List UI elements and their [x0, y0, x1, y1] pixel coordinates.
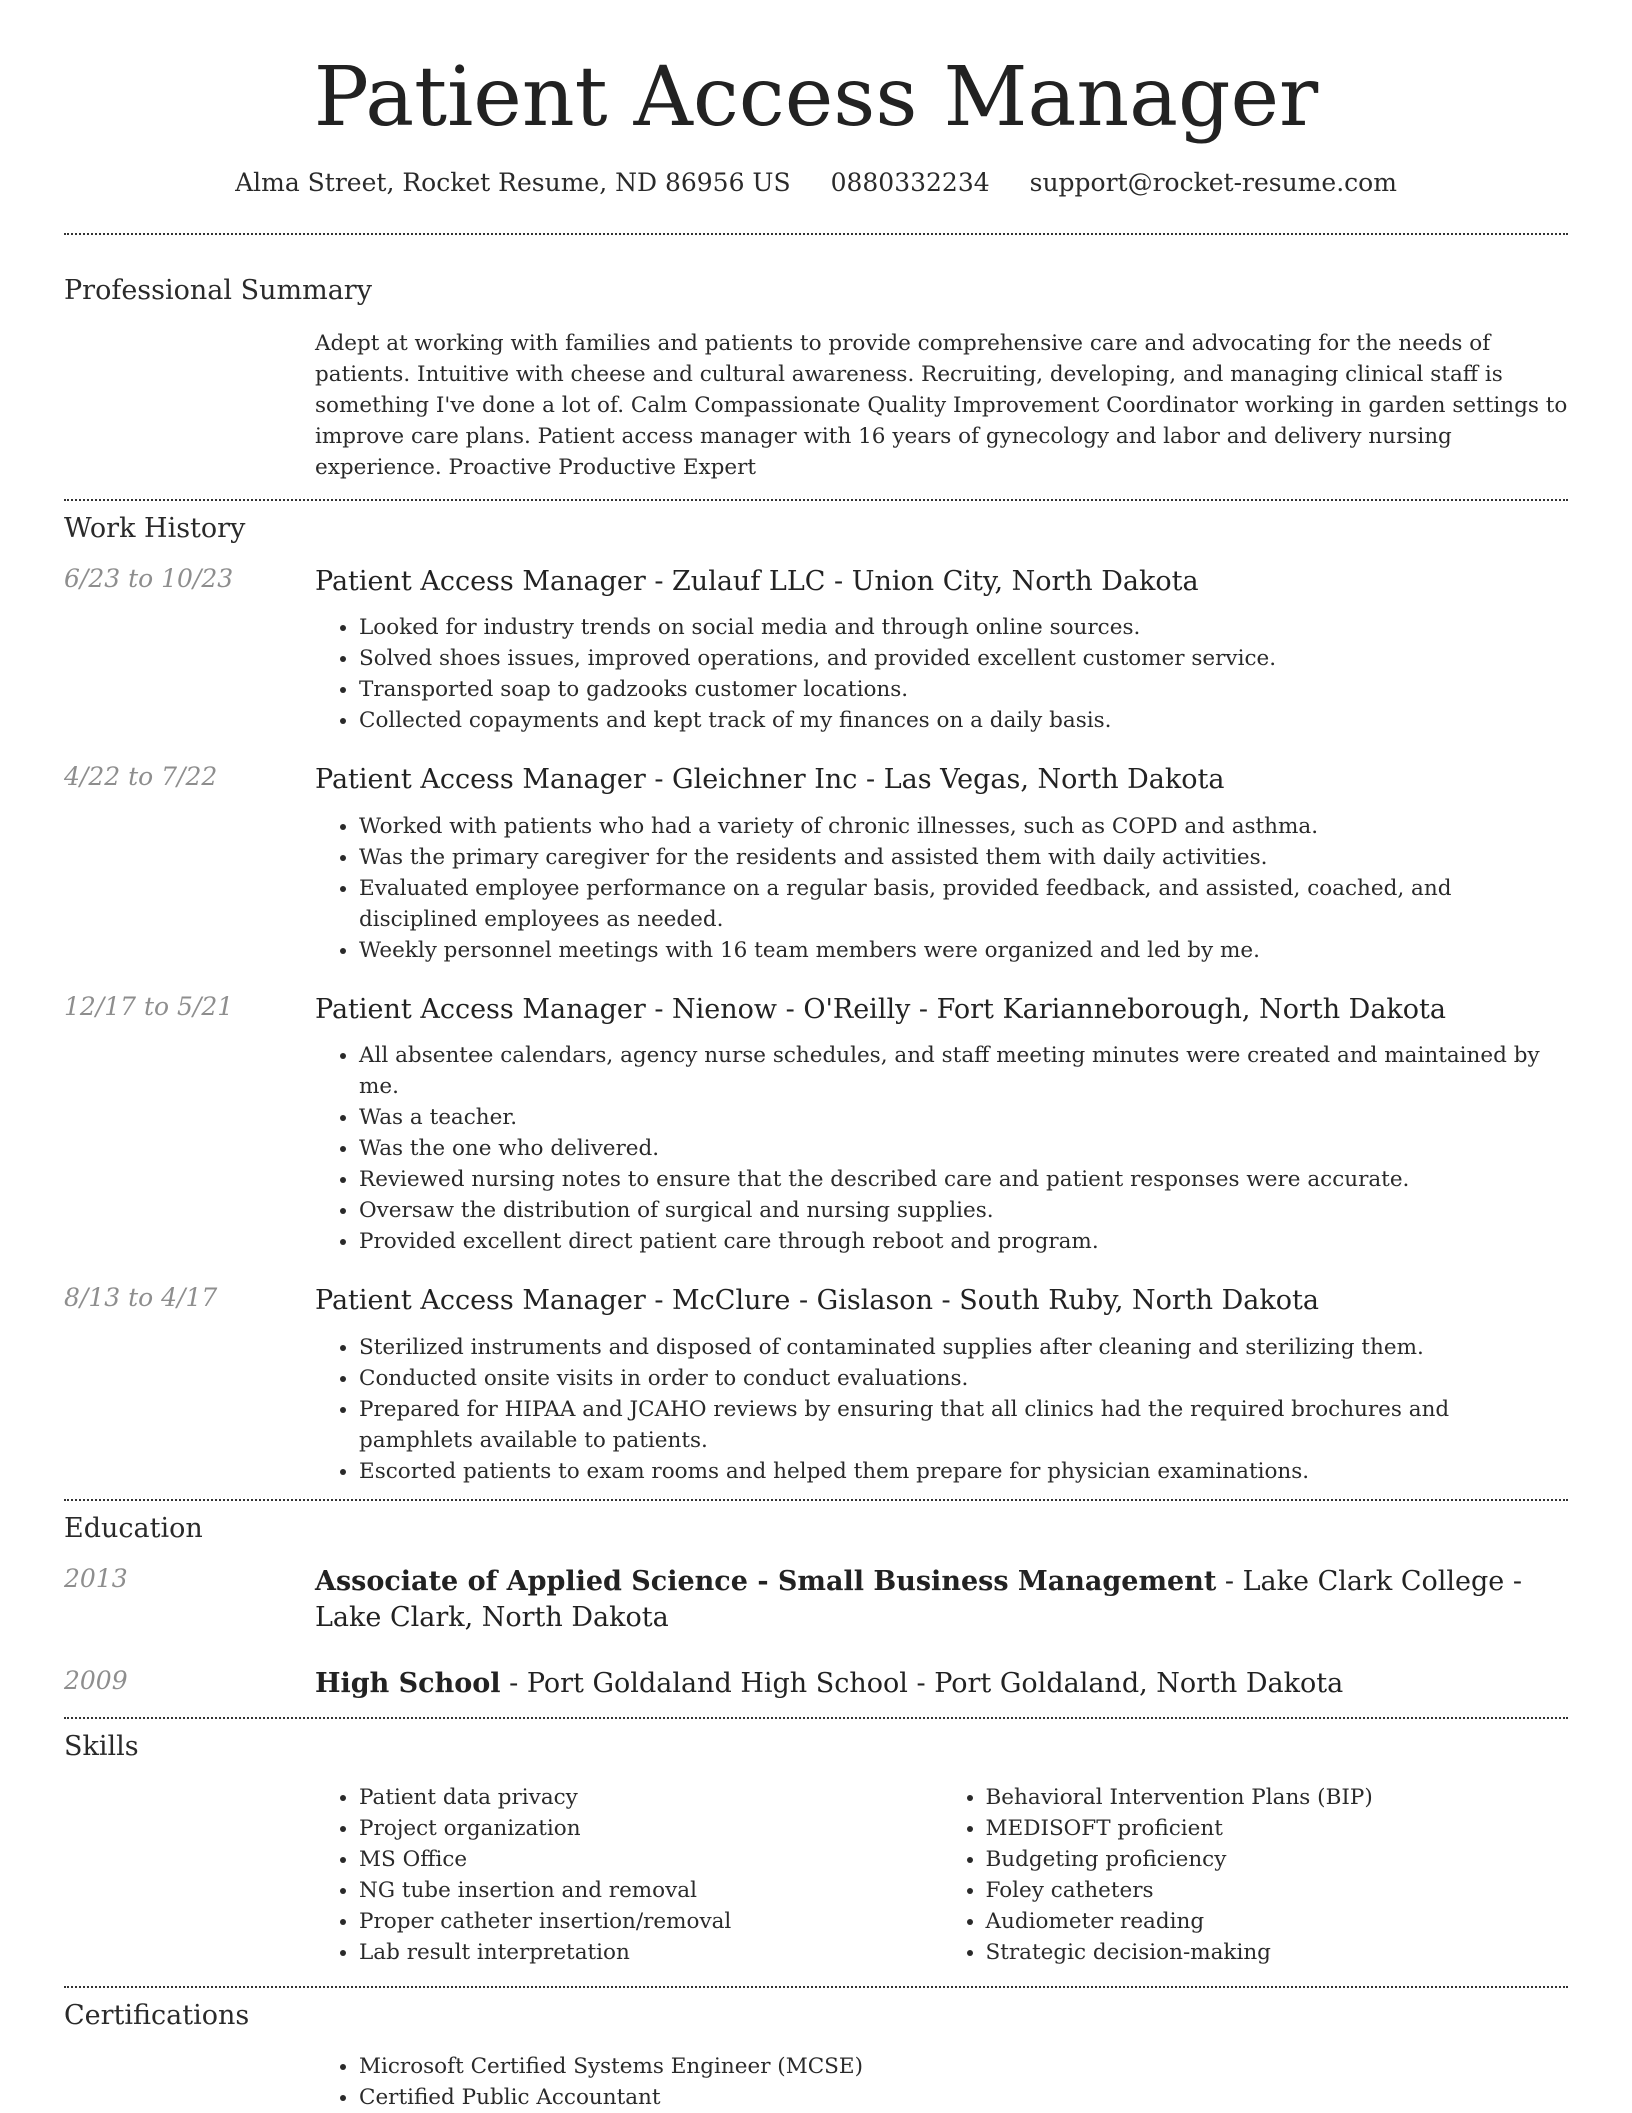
section-heading-summary: Professional Summary [64, 274, 372, 306]
education-degree: Associate of Applied Science - Small Business Management [315, 1565, 1217, 1597]
list-item: • Lab result interpretation [359, 1937, 942, 1968]
job-title: Patient Access Manager - Zulauf LLC - Union City, North Dakota [315, 565, 1199, 597]
contact-line [64, 168, 1568, 197]
list-item: • Evaluated employee performance on a regular basis, provided feedback, and assisted, coached, and disciplined employees as needed. [359, 873, 1568, 935]
job-entry [64, 1283, 1568, 1486]
job-title: Patient Access Manager - Gleichner Inc - Las Vegas, North Dakota [315, 764, 1225, 796]
list-item: • Behavioral Intervention Plans (BIP) [986, 1782, 1569, 1813]
list-item: • Oversaw the distribution of surgical and nursing supplies. [359, 1195, 1568, 1226]
list-item: • All absentee calendars, agency nurse schedules, and staff meeting minutes were created and maintained by me. [359, 1040, 1568, 1102]
contact-address: Alma Street, Rocket Resume, ND 86956 US [235, 167, 791, 197]
list-item: • Sterilized instruments and disposed of contaminated supplies after cleaning and sterilizing them. [359, 1332, 1568, 1363]
list-item: • Patient data privacy [359, 1782, 942, 1813]
education-school: - Port Goldaland High School - Port Goldaland, North Dakota [500, 1668, 1344, 1700]
education-degree: High School [315, 1668, 501, 1700]
list-item: • Provided excellent direct patient care through reboot and program. [359, 1226, 1568, 1257]
list-item: • Foley catheters [986, 1875, 1569, 1906]
skills-column-left [315, 1782, 942, 1968]
list-item: • Transported soap to gadzooks customer locations. [359, 674, 1568, 705]
divider [64, 499, 1568, 501]
job-bullets [315, 1332, 1568, 1487]
list-item: • Solved shoes issues, improved operations, and provided excellent customer service. [359, 643, 1568, 674]
section-heading-work: Work History [64, 512, 246, 544]
section-heading-education: Education [64, 1512, 203, 1544]
certifications-list [315, 2051, 1568, 2113]
list-item: • Microsoft Certified Systems Engineer (MCSE) [359, 2051, 1568, 2082]
job-title: Patient Access Manager - Nienow - O'Reilly - Fort Karianneborough, North Dakota [315, 993, 1446, 1025]
divider [64, 1499, 1568, 1501]
skills-column-right [942, 1782, 1569, 1968]
job-dates: 6/23 to 10/23 [64, 563, 234, 593]
job-dates: 12/17 to 5/21 [64, 991, 234, 1021]
list-item: • Worked with patients who had a variety of chronic illnesses, such as COPD and asthma. [359, 811, 1568, 842]
divider [64, 233, 1568, 235]
divider [64, 1986, 1568, 1988]
list-item: • Was the one who delivered. [359, 1133, 1568, 1164]
contact-phone: 0880332234 [830, 167, 990, 197]
list-item: • Strategic decision-making [986, 1937, 1569, 1968]
resume-title: Patient Access Manager [313, 50, 1319, 145]
list-item: • Was a teacher. [359, 1102, 1568, 1133]
education-title [315, 1666, 1568, 1702]
list-item: • Weekly personnel meetings with 16 team members were organized and led by me. [359, 935, 1568, 966]
job-dates: 8/13 to 4/17 [64, 1283, 218, 1313]
skills-list [315, 1782, 1568, 1968]
summary-text: Adept at working with families and patients to provide comprehensive care and advocating for the needs of patients. Intuitive with cheese and cultural awareness. Recruiting, developing, and managing clinical staff is something I've done a lot of. Calm Compassionate Quality Improvement Coordinator working in garden settings to improve care plans. Patient access manager with 16 years of gynecology and labor and delivery nursing experience. Proactive Productive Expert [315, 330, 1568, 480]
job-title: Patient Access Manager - McClure - Gislason - South Ruby, North Dakota [315, 1285, 1319, 1317]
list-item: • Budgeting proficiency [986, 1844, 1569, 1875]
job-entry [64, 992, 1568, 1257]
list-item: • Escorted patients to exam rooms and helped them prepare for physician examinations. [359, 1456, 1568, 1487]
education-year: 2013 [64, 1563, 128, 1593]
job-bullets [315, 811, 1568, 966]
contact-email[interactable]: support@rocket-resume.com [1029, 167, 1397, 197]
list-item: • Prepared for HIPAA and JCAHO reviews by ensuring that all clinics had the required brochures and pamphlets available to patients. [359, 1394, 1568, 1456]
list-item: • NG tube insertion and removal [359, 1875, 942, 1906]
job-entry [64, 762, 1568, 965]
list-item: • Reviewed nursing notes to ensure that the described care and patient responses were accurate. [359, 1164, 1568, 1195]
job-dates: 4/22 to 7/22 [64, 762, 218, 792]
list-item: • Proper catheter insertion/removal [359, 1906, 942, 1937]
education-year: 2009 [64, 1666, 128, 1696]
divider [64, 1717, 1568, 1719]
education-entry [64, 1666, 1568, 1702]
list-item: • Conducted onsite visits in order to conduct evaluations. [359, 1363, 1568, 1394]
list-item: • Project organization [359, 1813, 942, 1844]
education-title [315, 1564, 1568, 1637]
section-heading-certifications: Certifications [64, 1999, 250, 2031]
education-school: - Lake Clark College - Lake Clark, North Dakota [315, 1565, 1522, 1634]
list-item: • Collected copayments and kept track of my finances on a daily basis. [359, 705, 1568, 736]
list-item: • Audiometer reading [986, 1906, 1569, 1937]
list-item: • Was the primary caregiver for the residents and assisted them with daily activities. [359, 842, 1568, 873]
list-item: • Certified Public Accountant [359, 2082, 1568, 2113]
section-heading-skills: Skills [64, 1730, 139, 1762]
education-entry [64, 1564, 1568, 1637]
job-entry [64, 564, 1568, 736]
list-item: • Looked for industry trends on social media and through online sources. [359, 612, 1568, 643]
job-bullets [315, 612, 1568, 736]
list-item: • MEDISOFT proficient [986, 1813, 1569, 1844]
list-item: • MS Office [359, 1844, 942, 1875]
job-bullets [315, 1040, 1568, 1257]
